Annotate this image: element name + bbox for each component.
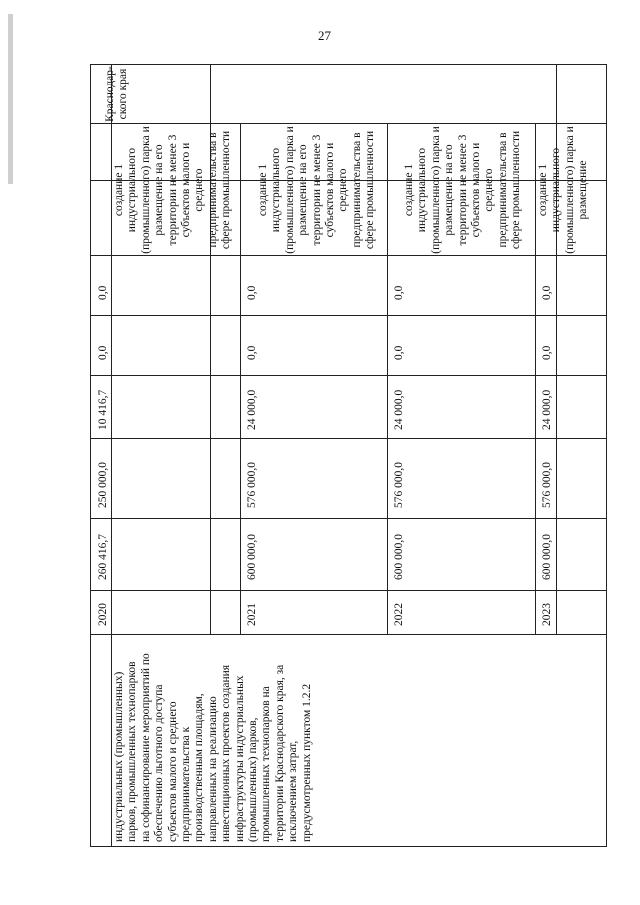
table-border-top [90, 64, 607, 65]
col5-2021: 0,0 [246, 285, 258, 300]
result-2021: создание 1 индустриального (промышленного) парка и размещение на его территории не менее 3 субъектов малого и среднего предпринимательства в сфере промышленности [257, 126, 377, 254]
year-2021: 2021 [246, 603, 258, 626]
col3-2021: 24 000,0 [246, 389, 258, 430]
total-2021: 600 000,0 [246, 534, 258, 580]
col2-2022: 576 000,0 [393, 462, 405, 508]
col-sep-b [90, 255, 607, 256]
total-2022: 600 000,0 [393, 534, 405, 580]
col-sep-c [90, 315, 607, 316]
year-2023: 2023 [541, 603, 553, 626]
result-2020: создание 1 индустриального (промышленного) парка и размещение на его территории не менее 3 субъектов малого и среднего предпринимательства в сфере промышленности [113, 126, 233, 254]
col5-2020: 0,0 [97, 285, 109, 300]
col2-2020: 250 000,0 [97, 462, 109, 508]
table-line-h1 [90, 123, 607, 124]
measure-description: индустриальных (промышленных) парков, промышленных технопарков на софинансирование мероприятий по обеспечению льготного доступа субъектов малого и среднего предпринимательства к производственным площадям, направленных на реализацию инвестиционных проектов создания инфраструктуры индустриальных (промышленных) парков, промышленных технопарков на территории Краснодарского края, за исключением затрат, предусмотренных пунктом 1.2.2 [113, 653, 313, 842]
col-sep-e [90, 438, 607, 439]
executor-cell: Краснодар-ского края [104, 66, 130, 122]
col-sep-d [90, 375, 607, 376]
col4-2021: 0,0 [246, 345, 258, 360]
col4-2022: 0,0 [393, 345, 405, 360]
col3-2023: 24 000,0 [541, 389, 553, 430]
col3-2020: 10 416,7 [97, 389, 109, 430]
col-sep-g [90, 590, 607, 591]
row-sep-2021 [240, 123, 241, 634]
table-border-bottom [90, 846, 607, 847]
table-line-h2 [90, 634, 607, 635]
total-2023: 600 000,0 [541, 534, 553, 580]
year-2022: 2022 [393, 603, 405, 626]
col3-2022: 24 000,0 [393, 389, 405, 430]
year-2020: 2020 [97, 603, 109, 626]
col2-2023: 576 000,0 [541, 462, 553, 508]
total-2020: 260 416,7 [97, 534, 109, 580]
row-sep-2022 [387, 123, 388, 634]
page-number: 27 [318, 28, 331, 43]
table-border-right [606, 64, 607, 847]
scan-margin-bar [8, 14, 13, 184]
result-2023: создание 1 индустриального (промышленного) парка и размещение [537, 126, 590, 254]
row-sep-2023 [535, 123, 536, 634]
col4-2023: 0,0 [541, 345, 553, 360]
result-2022: создание 1 индустриального (промышленного) парка и размещение на его территории не менее 3 субъектов малого и среднего предпринимательства в сфере промышленности [403, 126, 523, 254]
col5-2022: 0,0 [393, 285, 405, 300]
col5-2023: 0,0 [541, 285, 553, 300]
col-sep-f [90, 518, 607, 519]
table-border-left [90, 64, 91, 847]
col2-2021: 576 000,0 [246, 462, 258, 508]
col4-2020: 0,0 [97, 345, 109, 360]
table-line-v1 [111, 64, 112, 847]
